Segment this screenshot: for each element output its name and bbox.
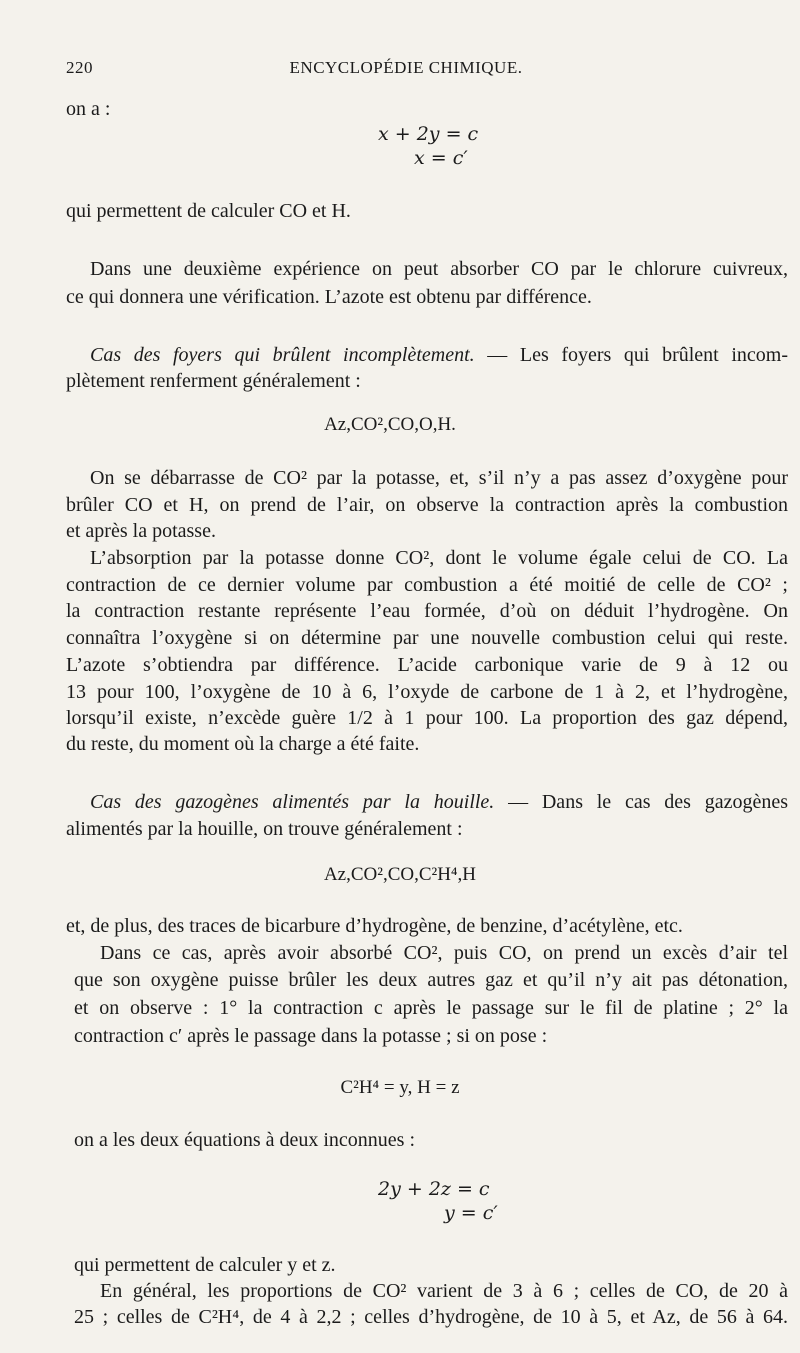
text-line: du reste, du moment où la charge a été faite. <box>66 733 420 755</box>
text-line: et on observe : 1° la contraction c après le passage sur le fil de platine ; 2° la <box>74 997 788 1019</box>
text-line: qui permettent de calculer y et z. <box>74 1254 336 1276</box>
formula-line: C²H⁴ = y, H = z <box>340 1077 460 1098</box>
text-line: et, de plus, des traces de bicarbure d’hydrogène, de benzine, d’acétylène, etc. <box>66 915 683 937</box>
text-line: on a les deux équations à deux inconnues : <box>74 1129 416 1151</box>
page-header <box>66 58 746 84</box>
text-line: la contraction restante représente l’eau formée, d’où on déduit l’hydrogène. On <box>66 600 788 622</box>
text-line: ce qui donnera une vérification. L’azote est obtenu par différence. <box>66 286 592 308</box>
text-line: 13 pour 100, l’oxygène de 10 à 6, l’oxyde de carbone de 1 à 2, et l’hydrogène, <box>66 681 788 703</box>
text-line: brûler CO et H, on prend de l’air, on observe la contraction après la combustion <box>66 494 788 516</box>
section-heading-line <box>90 789 788 815</box>
text-line: — Dans le cas des gazogènes <box>494 791 789 813</box>
equation-line: y = c′ <box>444 1202 498 1224</box>
equation-line: x + 2y = c <box>378 123 479 145</box>
text-line: En général, les proportions de CO² varient de 3 à 6 ; celles de CO, de 20 à <box>100 1280 788 1302</box>
text-line: 25 ; celles de C²H⁴, de 4 à 2,2 ; celles d’hydrogène, de 10 à 5, et Az, de 56 à 64. <box>74 1306 788 1328</box>
text-line: plètement renferment généralement : <box>66 370 361 392</box>
text-line: contraction c′ après le passage dans la potasse ; si on pose : <box>74 1025 548 1047</box>
text-line: On se débarrasse de CO² par la potasse, et, s’il n’y a pas assez d’oxygène pour <box>90 467 788 489</box>
text-line: lorsqu’il existe, n’excède guère 1/2 à 1 pour 100. La proportion des gaz dépend, <box>66 707 788 729</box>
text-line: connaîtra l’oxygène si on détermine par une nouvelle combustion celui qui reste. <box>66 627 788 649</box>
text-line: L’absorption par la potasse donne CO², dont le volume égale celui de CO. La <box>90 547 788 569</box>
text-line: L’azote s’obtiendra par différence. L’acide carbonique varie de 9 à 12 ou <box>66 654 788 676</box>
text-line: Dans une deuxième expérience on peut absorber CO par le chlorure cuivreux, <box>90 258 788 280</box>
equation-line: 2y + 2z = c <box>378 1178 490 1200</box>
section-heading-line <box>90 342 788 368</box>
running-title: ENCYCLOPÉDIE CHIMIQUE. <box>289 58 523 77</box>
text-line: contraction de ce dernier volume par combustion a été moitié de celle de CO² ; <box>66 574 788 596</box>
page-number: 220 <box>66 58 93 77</box>
equation-line: x = c′ <box>414 147 468 169</box>
text-line: on a : <box>66 98 111 120</box>
text-line: alimentés par la houille, on trouve généralement : <box>66 818 463 840</box>
text-line: Dans ce cas, après avoir absorbé CO², puis CO, on prend un excès d’air tel <box>100 942 788 964</box>
text-line: que son oxygène puisse brûler les deux autres gaz et qu’il n’y ait pas détonation, <box>74 969 788 991</box>
formula-line: Az,CO²,CO,O,H. <box>324 414 456 435</box>
formula-line: Az,CO²,CO,C²H⁴,H <box>323 864 477 885</box>
text-line: et après la potasse. <box>66 520 216 542</box>
section-heading: Cas des gazogènes alimentés par la houille. <box>90 791 495 813</box>
text-line: — Les foyers qui brûlent incom- <box>474 344 788 366</box>
section-heading: Cas des foyers qui brûlent incomplètement. <box>90 344 475 366</box>
text-line: qui permettent de calculer CO et H. <box>66 200 351 222</box>
